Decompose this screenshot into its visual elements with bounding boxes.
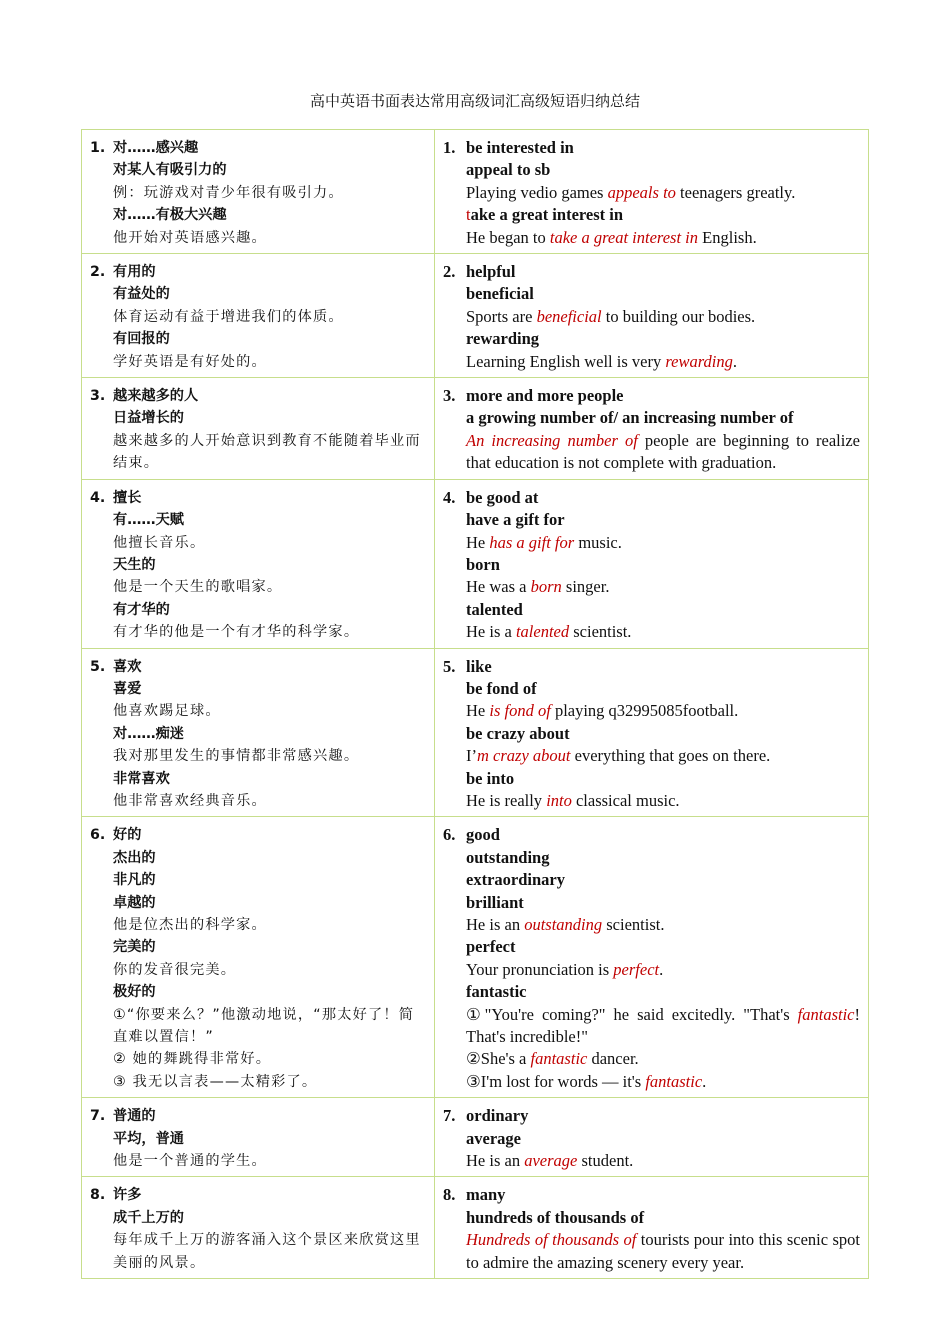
entry-number: 8. (443, 1185, 456, 1205)
zh-example (90, 621, 426, 643)
term-first-letter: t (466, 205, 471, 225)
en-term (443, 936, 860, 958)
zh-term (90, 509, 426, 531)
zh-term (90, 892, 426, 914)
highlighted-phrase: appeals to (607, 182, 676, 202)
term-text: 非凡的 (113, 872, 156, 889)
zh-term (90, 487, 426, 509)
english-cell (435, 817, 869, 1098)
en-term (443, 1207, 860, 1229)
table-row (82, 378, 869, 480)
zh-term (90, 328, 426, 350)
en-term (443, 407, 860, 429)
term-text: 普通的 (113, 1108, 156, 1125)
example-text: 我对那里发生的事情都非常感兴趣。 (113, 748, 360, 765)
en-term (443, 487, 860, 509)
en-term (443, 509, 860, 531)
term-text: 对……有极大兴趣 (113, 207, 227, 224)
term-text: good (466, 825, 500, 845)
zh-example (90, 1229, 426, 1274)
en-term (443, 824, 860, 846)
term-text: take a great interest in (466, 205, 624, 225)
example-text: ①“你要来么？”他激动地说，“那太好了！简直难以置信！” (113, 1006, 415, 1046)
term-text: ordinary (466, 1106, 529, 1126)
en-example (443, 430, 860, 475)
term-text: like (466, 656, 492, 676)
zh-example (90, 351, 426, 373)
term-text: beneficial (466, 284, 534, 304)
chinese-cell (82, 1098, 435, 1177)
zh-term (90, 204, 426, 226)
example-text: He began to take a great interest in English. (466, 227, 757, 247)
en-term (443, 554, 860, 576)
example-text: He was a born singer. (466, 577, 610, 597)
entry-number: 5. (443, 656, 456, 676)
entry-number: 7. (90, 1108, 106, 1125)
entry-number: 1. (443, 138, 456, 157)
highlighted-phrase: talented (515, 622, 570, 642)
example-text: 越来越多的人开始意识到教育不能随着毕业而结束。 (113, 432, 421, 472)
en-term (443, 328, 860, 350)
en-example (443, 1150, 860, 1172)
term-text: 日益增长的 (113, 410, 184, 427)
term-text: brilliant (466, 892, 524, 912)
zh-example (90, 790, 426, 812)
term-text: 天生的 (113, 556, 156, 573)
zh-example (90, 1048, 426, 1070)
zh-term (90, 723, 426, 745)
table-row (82, 1177, 869, 1279)
table-row (82, 130, 869, 254)
highlighted-phrase: Hundreds of thousands of (466, 1230, 637, 1250)
en-term (443, 159, 860, 181)
entry-number: 8. (90, 1187, 106, 1204)
zh-term (90, 847, 426, 869)
zh-example (90, 182, 426, 204)
zh-example (90, 914, 426, 936)
zh-example (90, 745, 426, 767)
entry-number: 3. (90, 388, 106, 405)
term-text: more and more people (466, 386, 624, 406)
zh-term (90, 656, 426, 678)
english-cell (435, 648, 869, 817)
highlighted-phrase: born (530, 577, 562, 597)
example-text: 他喜欢踢足球。 (113, 703, 221, 720)
term-text: 许多 (113, 1187, 142, 1204)
term-text: 擅长 (113, 489, 142, 506)
english-cell (435, 254, 869, 378)
term-text: born (466, 554, 500, 574)
en-example (443, 1048, 860, 1070)
zh-term (90, 554, 426, 576)
en-term (443, 981, 860, 1003)
example-text: 他是一个天生的歌唱家。 (113, 579, 283, 596)
highlighted-phrase: rewarding (665, 351, 733, 371)
zh-example (90, 532, 426, 554)
chinese-cell (82, 817, 435, 1098)
entry-number: 1. (90, 140, 106, 156)
highlighted-phrase: fantastic (530, 1049, 588, 1069)
entry-number: 6. (443, 825, 456, 845)
en-example (443, 621, 860, 643)
en-term (443, 723, 860, 745)
term-text: 有用的 (113, 264, 156, 281)
term-text: be interested in (466, 138, 574, 157)
zh-example (90, 1004, 426, 1049)
term-text: be crazy about (466, 723, 570, 743)
example-text: 你的发音很完美。 (113, 961, 237, 978)
zh-example (90, 306, 426, 328)
en-example (443, 914, 860, 936)
zh-term (90, 385, 426, 407)
en-example (443, 576, 860, 598)
en-example (443, 700, 860, 722)
term-text: 有才华的 (113, 601, 170, 618)
entry-number: 2. (443, 262, 456, 282)
term-text: 平均，普通 (113, 1130, 184, 1147)
highlighted-phrase: perfect (613, 959, 660, 979)
term-text: helpful (466, 262, 516, 282)
example-text: ③I'm lost for words — it's fantastic. (466, 1071, 707, 1091)
term-text: 对某人有吸引力的 (113, 162, 227, 179)
en-term (443, 137, 860, 159)
zh-term (90, 869, 426, 891)
en-term (443, 678, 860, 700)
en-example (443, 306, 860, 328)
term-text: 对……痴迷 (113, 725, 184, 742)
table-row (82, 1098, 869, 1177)
example-text: ①"You're coming?" he said excitedly. "That's fantastic! That's incredible!" (466, 1004, 860, 1047)
zh-term (90, 407, 426, 429)
en-example (443, 959, 860, 981)
zh-term (90, 768, 426, 790)
zh-example (90, 1071, 426, 1093)
zh-term (90, 981, 426, 1003)
example-text: 每年成千上万的游客涌入这个景区来欣赏这里美丽的风景。 (113, 1232, 421, 1271)
term-text: appeal to sb (466, 160, 551, 180)
en-example (443, 745, 860, 767)
term-text: a growing number of/ an increasing number of (466, 408, 794, 428)
example-text: Sports are beneficial to building our bodies. (466, 306, 756, 326)
term-text: 喜欢 (113, 658, 142, 675)
term-text: 有回报的 (113, 331, 170, 348)
term-text: perfect (466, 937, 516, 957)
zh-example (90, 227, 426, 249)
example-text: He is an outstanding scientist. (466, 915, 665, 934)
entry-number: 6. (90, 827, 106, 844)
term-text: 对……感兴趣 (113, 140, 199, 156)
en-term (443, 261, 860, 283)
example-text: 他是位杰出的科学家。 (113, 917, 267, 933)
highlighted-phrase: fantastic (797, 1004, 855, 1024)
example-text: He is an average student. (466, 1151, 634, 1171)
example-text: Playing vedio games appeals to teenagers greatly. (466, 182, 796, 202)
english-cell (435, 1098, 869, 1177)
english-cell (435, 479, 869, 648)
zh-example (90, 959, 426, 981)
term-text: 好的 (113, 827, 142, 844)
term-text: 非常喜欢 (113, 770, 170, 787)
en-term (443, 768, 860, 790)
en-term (443, 385, 860, 407)
term-text: hundreds of thousands of (466, 1207, 645, 1227)
zh-example (90, 576, 426, 598)
zh-example (90, 700, 426, 722)
table-row (82, 479, 869, 648)
term-text: outstanding (466, 847, 550, 867)
highlighted-phrase: fantastic (645, 1071, 703, 1091)
example-text: Your pronunciation is perfect. (466, 959, 664, 979)
entry-number: 4. (443, 487, 456, 507)
example-text: Hundreds of thousands of tourists pour into this scenic spot to admire the amazing scenery every year. (466, 1230, 860, 1272)
example-text: 有才华的他是一个有才华的科学家。 (113, 624, 360, 641)
zh-term (90, 936, 426, 958)
example-text: An increasing number of people are beginning to realize that education is not complete with graduation. (466, 430, 860, 473)
term-text: fantastic (466, 982, 527, 1002)
term-text: extraordinary (466, 870, 565, 890)
highlighted-phrase: is fond of (489, 701, 551, 721)
term-text: 越来越多的人 (113, 388, 199, 405)
zh-example (90, 430, 426, 475)
term-text: 极好的 (113, 984, 156, 1001)
example-text: He is a talented scientist. (466, 622, 632, 642)
highlighted-phrase: outstanding (524, 915, 603, 934)
table-row (82, 648, 869, 817)
en-example (443, 1004, 860, 1049)
zh-term (90, 678, 426, 700)
chinese-cell (82, 648, 435, 817)
zh-term (90, 283, 426, 305)
en-term (443, 1128, 860, 1150)
example-text: ③ 我无以言表——太精彩了。 (113, 1073, 318, 1090)
en-term (443, 1105, 860, 1127)
chinese-cell (82, 254, 435, 378)
table-row (82, 254, 869, 378)
en-example (443, 351, 860, 373)
term-text: 成千上万的 (113, 1209, 184, 1226)
highlighted-phrase: average (524, 1151, 578, 1171)
example-text: ② 她的舞跳得非常好。 (113, 1051, 272, 1068)
en-term (443, 599, 860, 621)
term-text: be into (466, 768, 515, 788)
zh-term (90, 159, 426, 181)
example-text: 体育运动有益于增进我们的体质。 (113, 308, 344, 325)
en-term (443, 1184, 860, 1206)
highlighted-phrase: take a great interest in (549, 227, 699, 247)
en-example (443, 1229, 860, 1274)
highlighted-phrase: beneficial (536, 306, 602, 326)
term-text: be fond of (466, 678, 537, 698)
highlighted-phrase: An increasing number of (466, 430, 638, 450)
zh-term (90, 1128, 426, 1150)
example-text: 他是一个普通的学生。 (113, 1153, 267, 1170)
highlighted-phrase: has a gift for (489, 532, 575, 552)
zh-term (90, 1207, 426, 1229)
chinese-cell (82, 1177, 435, 1279)
en-example (443, 227, 860, 249)
term-text: 杰出的 (113, 849, 156, 866)
term-text: be good at (466, 487, 539, 507)
en-term (443, 892, 860, 914)
term-text: 有益处的 (113, 286, 170, 303)
entry-number: 3. (443, 386, 456, 406)
zh-example (90, 1150, 426, 1172)
example-text: 他非常喜欢经典音乐。 (113, 792, 267, 809)
example-text: He is fond of playing q32995085football. (466, 701, 739, 721)
term-text: rewarding (466, 329, 540, 349)
chinese-cell (82, 479, 435, 648)
zh-term (90, 824, 426, 846)
zh-term (90, 1105, 426, 1127)
en-term (443, 656, 860, 678)
chinese-cell (82, 378, 435, 480)
zh-term (90, 261, 426, 283)
example-text: He is really into classical music. (466, 790, 680, 810)
english-cell (435, 130, 869, 254)
example-text: He has a gift for music. (466, 532, 622, 552)
term-text: 卓越的 (113, 894, 156, 911)
term-text: 完美的 (113, 939, 156, 956)
en-example (443, 182, 860, 204)
zh-term (90, 1184, 426, 1206)
en-example (443, 790, 860, 812)
en-term (443, 869, 860, 891)
en-term (443, 847, 860, 869)
zh-term (90, 137, 426, 159)
term-text: 有……天赋 (113, 512, 184, 529)
entry-number: 4. (90, 489, 106, 506)
vocabulary-table (81, 129, 869, 1279)
entry-number: 5. (90, 658, 106, 675)
term-text: 喜爱 (113, 680, 142, 697)
english-cell (435, 378, 869, 480)
entry-number: 2. (90, 264, 106, 281)
term-text: many (466, 1185, 506, 1205)
example-text: 他擅长音乐。 (113, 534, 206, 551)
highlighted-phrase: m crazy about (477, 746, 571, 766)
example-text: 他开始对英语感兴趣。 (113, 229, 267, 246)
example-text: I’m crazy about everything that goes on there. (466, 746, 771, 766)
en-example (443, 532, 860, 554)
chinese-cell (82, 130, 435, 254)
example-text: Learning English well is very rewarding. (466, 351, 737, 371)
term-text: have a gift for (466, 510, 565, 530)
example-text: ②She's a fantastic dancer. (466, 1049, 639, 1069)
english-cell (435, 1177, 869, 1279)
document-title: 高中英语书面表达常用高级词汇高级短语归纳总结 (309, 92, 640, 110)
en-term (443, 283, 860, 305)
en-example (443, 1071, 860, 1093)
term-text: average (466, 1128, 521, 1148)
highlighted-phrase: into (546, 790, 572, 810)
example-text: 学好英语是有好处的。 (113, 353, 267, 370)
en-term (443, 204, 860, 226)
example-text: 例：玩游戏对青少年很有吸引力。 (113, 184, 344, 201)
entry-number: 7. (443, 1106, 456, 1126)
table-row (82, 817, 869, 1098)
term-text: talented (466, 599, 523, 619)
zh-term (90, 599, 426, 621)
